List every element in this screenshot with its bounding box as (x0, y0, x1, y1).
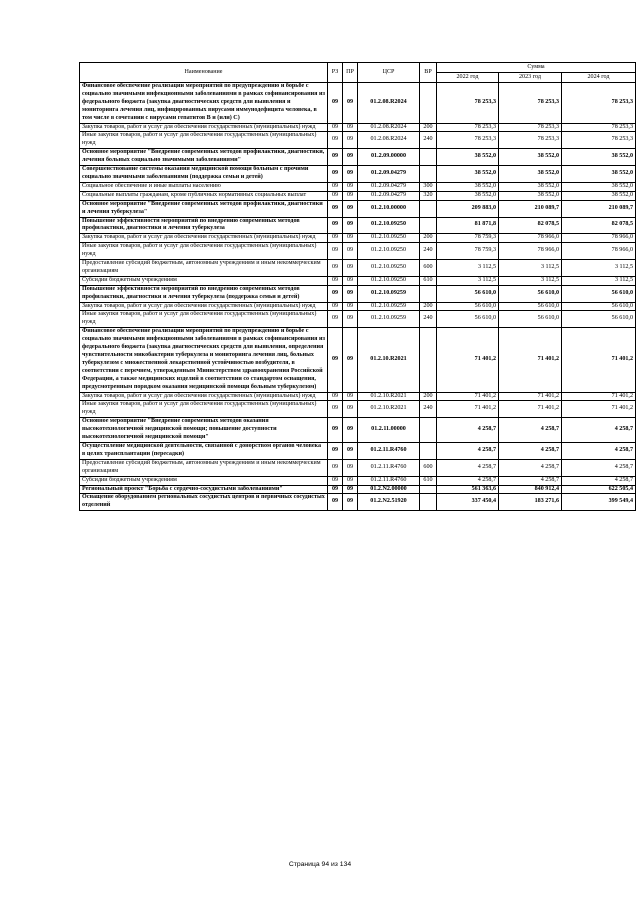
row-pr: 09 (343, 302, 358, 311)
table-row (80, 243, 636, 260)
row-sum-2023: 210 089,7 (499, 200, 562, 217)
row-csr: 01.2.09.00000 (358, 149, 420, 166)
row-name: Субсидии бюджетным учреждениям (80, 476, 328, 485)
table-row (80, 401, 636, 418)
row-name: Иные закупки товаров, работ и услуг для обеспечения государственных (муниципальных) нужд (80, 243, 328, 260)
row-sum-2024: 38 552,0 (562, 191, 636, 200)
row-csr: 01.2.10.R2021 (358, 401, 420, 418)
row-sum-2023: 4 258,7 (499, 476, 562, 485)
row-vr: 240 (420, 401, 437, 418)
row-sum-2023: 4 258,7 (499, 442, 562, 459)
row-sum-2024: 78 253,3 (562, 132, 636, 149)
row-name: Закупка товаров, работ и услуг для обеспечения государственных (муниципальных) нужд (80, 302, 328, 311)
header-vr: ВР (420, 63, 437, 83)
row-name: Финансовое обеспечение реализации мероприятий по предупреждению и борьбе с социально значимыми инфекционными заболеваниями в рамках софинансирования из федерального бюджета (закупка диагностических средств для выявления и мониторинга лечения лиц, инфицированных вирусами иммунодефицита человека, в том числе в сочетании с вирусами гепатитов В и (или) С) (80, 83, 328, 124)
row-csr: 01.2.08.R2024 (358, 83, 420, 124)
table-row (80, 132, 636, 149)
row-vr: 200 (420, 234, 437, 243)
table-row (80, 302, 636, 311)
header-sum: Сумма (437, 63, 636, 73)
row-csr: 01.2.11.R4760 (358, 442, 420, 459)
table-row (80, 485, 636, 494)
row-sum-2023: 3 112,5 (499, 276, 562, 285)
row-vr (420, 200, 437, 217)
row-csr: 01.2.08.R2024 (358, 132, 420, 149)
row-sum-2022: 4 258,7 (437, 459, 499, 476)
row-name: Повышение эффективности мероприятий по внедрению современных методов профилактики, диагностики и лечения туберкулеза (поддержка семьи и детей) (80, 285, 328, 302)
row-vr: 610 (420, 276, 437, 285)
row-sum-2024: 3 112,5 (562, 276, 636, 285)
row-csr: 01.2.10.00000 (358, 200, 420, 217)
header-year-2023: 2023 год (499, 73, 562, 83)
table-row (80, 476, 636, 485)
table-row (80, 442, 636, 459)
row-vr: 200 (420, 392, 437, 401)
table-row (80, 260, 636, 277)
table-row (80, 191, 636, 200)
table-row (80, 83, 636, 124)
table-row (80, 328, 636, 392)
table-row (80, 200, 636, 217)
row-sum-2023: 78 253,3 (499, 123, 562, 132)
row-sum-2024: 3 112,5 (562, 260, 636, 277)
row-csr: 01.2.10.09259 (358, 302, 420, 311)
row-name: Иные закупки товаров, работ и услуг для обеспечения государственных (муниципальных) нужд (80, 132, 328, 149)
row-sum-2023: 56 610,0 (499, 302, 562, 311)
row-sum-2022: 78 253,3 (437, 123, 499, 132)
row-pr: 09 (343, 494, 358, 511)
row-sum-2024: 38 552,0 (562, 182, 636, 191)
row-name: Предоставление субсидий бюджетным, автономным учреждениям и иным некоммерческим организациям (80, 260, 328, 277)
row-rz: 09 (328, 200, 343, 217)
row-vr (420, 418, 437, 443)
row-sum-2024: 56 610,0 (562, 311, 636, 328)
row-csr: 01.2.10.09250 (358, 217, 420, 234)
row-name: Предоставление субсидий бюджетным, автономным учреждениям и иным некоммерческим организациям (80, 459, 328, 476)
row-sum-2022: 71 401,2 (437, 328, 499, 392)
row-pr: 09 (343, 311, 358, 328)
row-name: Социальные выплаты гражданам, кроме публичных нормативных социальных выплат (80, 191, 328, 200)
row-sum-2023: 82 078,5 (499, 217, 562, 234)
row-sum-2023: 4 258,7 (499, 459, 562, 476)
row-rz: 09 (328, 311, 343, 328)
row-sum-2023: 38 552,0 (499, 191, 562, 200)
row-rz: 09 (328, 494, 343, 511)
row-vr: 240 (420, 132, 437, 149)
row-sum-2022: 78 759,3 (437, 234, 499, 243)
row-pr: 09 (343, 392, 358, 401)
header-csr: ЦСР (358, 63, 420, 83)
row-sum-2022: 78 253,3 (437, 83, 499, 124)
row-pr: 09 (343, 132, 358, 149)
table-row (80, 285, 636, 302)
row-pr: 09 (343, 182, 358, 191)
row-name: Региональный проект "Борьба с сердечно-сосудистыми заболеваниями" (80, 485, 328, 494)
row-sum-2024: 78 966,0 (562, 234, 636, 243)
row-pr: 09 (343, 166, 358, 183)
row-vr: 200 (420, 123, 437, 132)
row-sum-2024: 4 258,7 (562, 442, 636, 459)
row-sum-2024: 82 078,5 (562, 217, 636, 234)
row-csr: 01.2.10.R2021 (358, 328, 420, 392)
row-pr: 09 (343, 485, 358, 494)
row-sum-2023: 78 253,3 (499, 83, 562, 124)
row-sum-2024: 210 089,7 (562, 200, 636, 217)
row-sum-2024: 78 966,0 (562, 243, 636, 260)
row-pr: 09 (343, 191, 358, 200)
row-csr: 01.2.10.R2021 (358, 392, 420, 401)
row-name: Осуществление медицинской деятельности, связанной с донорством органов человека в целях трансплантации (пересадки) (80, 442, 328, 459)
row-vr: 300 (420, 182, 437, 191)
row-sum-2022: 561 363,6 (437, 485, 499, 494)
table-row (80, 418, 636, 443)
row-sum-2023: 78 966,0 (499, 234, 562, 243)
row-sum-2023: 78 966,0 (499, 243, 562, 260)
budget-table (79, 62, 636, 511)
row-sum-2024: 78 253,3 (562, 83, 636, 124)
row-sum-2024: 56 610,0 (562, 302, 636, 311)
row-csr: 01.2.09.04279 (358, 191, 420, 200)
row-sum-2023: 840 912,4 (499, 485, 562, 494)
row-name: Финансовое обеспечение реализации мероприятий по предупреждению и борьбе с социально значимыми инфекционными заболеваниями в рамках софинансирования из федерального бюджета (закупка диагностических средств для выявления, определения чувствительности микобактерии туберкулеза и мониторинга лечения лиц, больных туберкулезом с множественной лекарственной устойчивостью возбудителя, в соответствии с перечнем, утвержденным Министерством здравоохранения Российской Федерации, а также медицинских изделий в соответствии со стандартом оснащения, предусмотренным порядком оказания медицинской помощи больным туберкулезом) (80, 328, 328, 392)
row-sum-2022: 38 552,0 (437, 149, 499, 166)
row-sum-2024: 4 258,7 (562, 476, 636, 485)
row-vr (420, 328, 437, 392)
row-sum-2023: 38 552,0 (499, 166, 562, 183)
row-sum-2024: 56 610,0 (562, 285, 636, 302)
row-rz: 09 (328, 123, 343, 132)
row-sum-2023: 4 258,7 (499, 418, 562, 443)
row-pr: 09 (343, 276, 358, 285)
row-csr: 01.2.09.04279 (358, 166, 420, 183)
header-year-2024: 2024 год (562, 73, 636, 83)
row-vr: 240 (420, 243, 437, 260)
row-name: Иные закупки товаров, работ и услуг для обеспечения государственных (муниципальных) нужд (80, 311, 328, 328)
row-vr: 600 (420, 260, 437, 277)
row-sum-2022: 71 401,2 (437, 392, 499, 401)
row-name: Основное мероприятие "Внедрение современных методов профилактики, диагностики и лечения туберкулеза" (80, 200, 328, 217)
row-rz: 09 (328, 285, 343, 302)
row-vr: 320 (420, 191, 437, 200)
row-pr: 09 (343, 476, 358, 485)
row-rz: 09 (328, 302, 343, 311)
row-vr (420, 166, 437, 183)
row-rz: 09 (328, 234, 343, 243)
row-sum-2022: 4 258,7 (437, 442, 499, 459)
row-pr: 09 (343, 260, 358, 277)
table-row (80, 217, 636, 234)
page-number: Страница 94 из 134 (288, 861, 352, 868)
row-vr (420, 285, 437, 302)
row-rz: 09 (328, 328, 343, 392)
row-name: Основное мероприятие "Внедрение современных методов оказания высокотехнологичной медицинской помощи; повышение доступности высокотехнологичной медицинской помощи" (80, 418, 328, 443)
row-sum-2024: 71 401,2 (562, 328, 636, 392)
row-sum-2023: 56 610,0 (499, 285, 562, 302)
table-row (80, 182, 636, 191)
row-rz: 09 (328, 149, 343, 166)
row-vr (420, 217, 437, 234)
row-csr: 01.2.11.R4760 (358, 476, 420, 485)
table-body (80, 83, 636, 511)
row-name: Субсидии бюджетным учреждениям (80, 276, 328, 285)
row-pr: 09 (343, 418, 358, 443)
row-name: Оснащение оборудованием региональных сосудистых центров и первичных сосудистых отделений (80, 494, 328, 511)
row-csr: 01.2.N2.00000 (358, 485, 420, 494)
row-sum-2022: 78 759,3 (437, 243, 499, 260)
row-name: Повышение эффективности мероприятий по внедрению современных методов профилактики, диагностики и лечения туберкулеза (80, 217, 328, 234)
row-pr: 09 (343, 285, 358, 302)
row-name: Иные закупки товаров, работ и услуг для обеспечения государственных (муниципальных) нужд (80, 401, 328, 418)
table-row (80, 123, 636, 132)
row-sum-2022: 38 552,0 (437, 191, 499, 200)
row-rz: 09 (328, 418, 343, 443)
row-csr: 01.2.08.R2024 (358, 123, 420, 132)
row-sum-2022: 337 450,4 (437, 494, 499, 511)
row-rz: 09 (328, 191, 343, 200)
table-row (80, 149, 636, 166)
header-pr: ПР (343, 63, 358, 83)
row-pr: 09 (343, 243, 358, 260)
row-sum-2024: 4 258,7 (562, 459, 636, 476)
row-sum-2022: 81 871,8 (437, 217, 499, 234)
row-name: Закупка товаров, работ и услуг для обеспечения государственных (муниципальных) нужд (80, 392, 328, 401)
row-vr (420, 149, 437, 166)
row-pr: 09 (343, 401, 358, 418)
row-sum-2022: 3 112,5 (437, 260, 499, 277)
row-csr: 01.2.N2.51920 (358, 494, 420, 511)
row-sum-2022: 71 401,2 (437, 401, 499, 418)
row-sum-2024: 78 253,3 (562, 123, 636, 132)
row-vr: 200 (420, 302, 437, 311)
row-sum-2022: 78 253,3 (437, 132, 499, 149)
row-pr: 09 (343, 217, 358, 234)
row-sum-2022: 4 258,7 (437, 476, 499, 485)
table-header (80, 63, 636, 83)
row-sum-2024: 71 401,2 (562, 401, 636, 418)
table-row (80, 392, 636, 401)
row-sum-2023: 71 401,2 (499, 392, 562, 401)
row-sum-2024: 4 258,7 (562, 418, 636, 443)
row-csr: 01.2.10.09259 (358, 311, 420, 328)
row-sum-2022: 56 610,0 (437, 311, 499, 328)
table-row (80, 494, 636, 511)
row-pr: 09 (343, 149, 358, 166)
row-sum-2023: 38 552,0 (499, 182, 562, 191)
row-name: Совершенствование системы оказания медицинской помощи больным с прочими социально значимыми заболеваниями (поддержка семьи и детей) (80, 166, 328, 183)
row-vr (420, 494, 437, 511)
table-row (80, 166, 636, 183)
row-rz: 09 (328, 217, 343, 234)
row-pr: 09 (343, 328, 358, 392)
table-row (80, 311, 636, 328)
row-sum-2022: 38 552,0 (437, 166, 499, 183)
row-sum-2023: 78 253,3 (499, 132, 562, 149)
row-vr: 610 (420, 476, 437, 485)
row-rz: 09 (328, 442, 343, 459)
row-rz: 09 (328, 243, 343, 260)
row-pr: 09 (343, 123, 358, 132)
row-rz: 09 (328, 166, 343, 183)
row-sum-2022: 209 883,0 (437, 200, 499, 217)
row-rz: 09 (328, 260, 343, 277)
row-sum-2023: 71 401,2 (499, 328, 562, 392)
row-vr (420, 442, 437, 459)
row-sum-2023: 183 271,6 (499, 494, 562, 511)
row-name: Социальное обеспечение и иные выплаты населению (80, 182, 328, 191)
row-csr: 01.2.10.09250 (358, 234, 420, 243)
row-rz: 09 (328, 182, 343, 191)
row-pr: 09 (343, 234, 358, 243)
table-row (80, 234, 636, 243)
row-pr: 09 (343, 459, 358, 476)
row-vr: 240 (420, 311, 437, 328)
row-pr: 09 (343, 442, 358, 459)
row-csr: 01.2.11.R4760 (358, 459, 420, 476)
row-vr (420, 83, 437, 124)
row-csr: 01.2.10.09250 (358, 260, 420, 277)
row-rz: 09 (328, 392, 343, 401)
row-name: Закупка товаров, работ и услуг для обеспечения государственных (муниципальных) нужд (80, 123, 328, 132)
row-csr: 01.2.10.09250 (358, 243, 420, 260)
row-name: Основное мероприятие "Внедрение современных методов профилактики, диагностики, лечения больных социально значимыми заболеваниями" (80, 149, 328, 166)
row-sum-2022: 56 610,0 (437, 285, 499, 302)
row-sum-2023: 71 401,2 (499, 401, 562, 418)
row-rz: 09 (328, 132, 343, 149)
row-sum-2024: 622 505,4 (562, 485, 636, 494)
header-year-2022: 2022 год (437, 73, 499, 83)
row-sum-2024: 399 549,4 (562, 494, 636, 511)
row-sum-2024: 71 401,2 (562, 392, 636, 401)
table-row (80, 276, 636, 285)
row-sum-2023: 3 112,5 (499, 260, 562, 277)
row-csr: 01.2.10.09250 (358, 276, 420, 285)
header-rz: РЗ (328, 63, 343, 83)
row-rz: 09 (328, 401, 343, 418)
row-sum-2022: 38 552,0 (437, 182, 499, 191)
row-rz: 09 (328, 476, 343, 485)
row-csr: 01.2.10.09259 (358, 285, 420, 302)
row-csr: 01.2.11.00000 (358, 418, 420, 443)
row-name: Закупка товаров, работ и услуг для обеспечения государственных (муниципальных) нужд (80, 234, 328, 243)
row-sum-2022: 56 610,0 (437, 302, 499, 311)
row-vr: 600 (420, 459, 437, 476)
table-row (80, 459, 636, 476)
row-rz: 09 (328, 459, 343, 476)
row-sum-2022: 3 112,5 (437, 276, 499, 285)
row-sum-2024: 38 552,0 (562, 166, 636, 183)
row-pr: 09 (343, 83, 358, 124)
row-pr: 09 (343, 200, 358, 217)
row-sum-2022: 4 258,7 (437, 418, 499, 443)
row-sum-2023: 56 610,0 (499, 311, 562, 328)
row-rz: 09 (328, 83, 343, 124)
row-sum-2023: 38 552,0 (499, 149, 562, 166)
row-rz: 09 (328, 485, 343, 494)
header-name: Наименование (80, 63, 328, 83)
row-sum-2024: 38 552,0 (562, 149, 636, 166)
row-vr (420, 485, 437, 494)
row-csr: 01.2.09.04279 (358, 182, 420, 191)
row-rz: 09 (328, 276, 343, 285)
